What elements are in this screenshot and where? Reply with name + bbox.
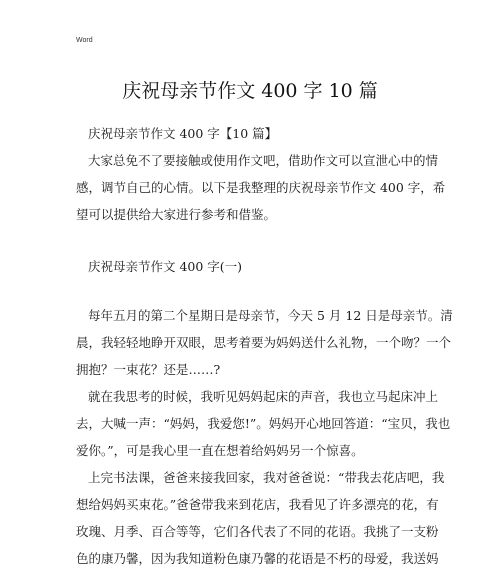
intro-line: 大家总免不了要接触或使用作文吧，借助作文可以宣泄心中的情 bbox=[88, 153, 439, 168]
document-subtitle: 庆祝母亲节作文 400 字【10 篇】 bbox=[88, 126, 278, 141]
intro-line: 感，调节自己的心情。以下是我整理的庆祝母亲节作文 400 字，希 bbox=[76, 180, 446, 195]
paragraph-line: 玫瑰、月季、百合等等，它们各代表了不同的花语。我挑了一支粉 bbox=[76, 524, 439, 539]
intro-line: 望可以提供给大家进行参考和借鉴。 bbox=[76, 207, 277, 222]
paragraph-line: 每年五月的第二个星期日是母亲节，今天 5 月 12 日是母亲节。清 bbox=[88, 308, 453, 323]
document-title: 庆祝母亲节作文 400 字 10 篇 bbox=[122, 80, 378, 102]
paragraph-line: 去，大喊一声：“妈妈，我爱您!”。妈妈开心地回答道：“宝贝，我也 bbox=[76, 416, 451, 431]
paragraph-line: 想给妈妈买束花。”爸爸带我来到花店，我看见了许多漂亮的花，有 bbox=[76, 497, 439, 512]
paragraph-line: 色的康乃馨，因为我知道粉色康乃馨的花语是不朽的母爱，我送妈 bbox=[76, 551, 439, 566]
paragraph-line: 拥抱？一束花？还是……? bbox=[76, 362, 221, 377]
app-header-label: Word bbox=[76, 37, 93, 44]
paragraph-line: 晨，我轻轻地睁开双眼，思考着要为妈妈送什么礼物，一个吻？一个 bbox=[76, 335, 452, 350]
paragraph-line: 爱你。”，可是我心里一直在想着给妈妈另一个惊喜。 bbox=[76, 443, 364, 458]
section-heading: 庆祝母亲节作文 400 字(一) bbox=[88, 259, 243, 274]
paragraph-line: 就在我思考的时候，我听见妈妈起床的声音，我也立马起床冲上 bbox=[88, 389, 439, 404]
paragraph-line: 上完书法课，爸爸来接我回家，我对爸爸说：“带我去花店吧，我 bbox=[88, 470, 445, 485]
